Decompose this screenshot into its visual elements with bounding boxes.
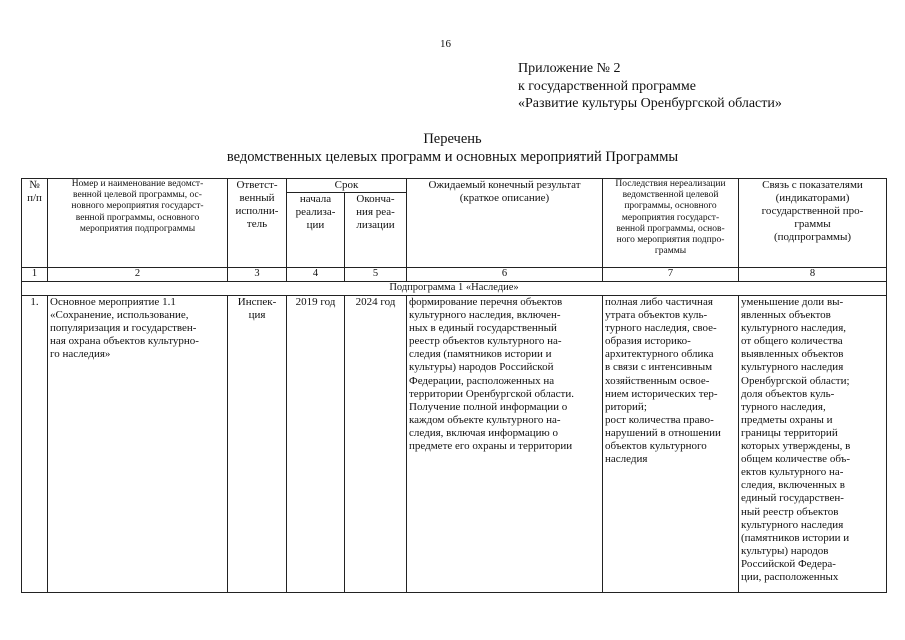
table-row (22, 296, 887, 593)
text-line: следия (памятников истории и (409, 348, 552, 361)
text-line: реестр объектов культурного на- (409, 335, 562, 348)
text-line: Номер и наименование ведомст- (71, 179, 204, 189)
text-line: ведомственной целевой (622, 190, 719, 201)
text-line: п/п (27, 192, 42, 204)
text-line: предметы охраны и (741, 413, 833, 426)
appendix-header (518, 60, 782, 113)
appendix-line: Приложение № 2 (518, 61, 621, 76)
text-line: венный (239, 192, 275, 204)
text-line: Инспек- (237, 296, 277, 308)
text-line: го наследия» (50, 348, 111, 361)
text-line: исполни- (235, 205, 279, 217)
text-line: нарушений в отношении (605, 426, 721, 439)
header-name (48, 179, 228, 268)
document-title: Перечень (423, 131, 482, 147)
text-line: ции (306, 219, 325, 231)
appendix-line: к государственной программе (518, 78, 696, 94)
text-line: венной программы, основного (75, 212, 200, 223)
header-row (22, 179, 887, 193)
text-line: выявленных объектов (741, 348, 844, 361)
text-line: культуры) народов Российской (409, 361, 554, 374)
column-number: 5 (345, 268, 407, 282)
header-result (407, 179, 603, 268)
text-line: единый государствен- (741, 492, 844, 505)
text-line: в связи с интенсивным (605, 361, 713, 374)
subprogram-title: Подпрограмма 1 «Наследие» (22, 282, 887, 296)
text-line: культурного наследия (741, 518, 844, 531)
text-line: Связь с показателями (762, 179, 863, 191)
text-line: ный реестр объектов (741, 505, 839, 518)
row-executor (228, 296, 287, 593)
header-term: Срок (287, 179, 407, 193)
header-link (739, 179, 887, 268)
text-line: архитектурного облика (605, 348, 714, 361)
text-line: новного мероприятия государст- (71, 201, 204, 212)
row-number: 1. (22, 296, 48, 593)
text-line: полная либо частичная (605, 296, 713, 308)
row-consequences (603, 296, 739, 593)
page-number: 16 (440, 38, 451, 50)
text-line: турного наследия, свое- (605, 322, 717, 335)
header-end (345, 193, 407, 268)
text-line: турного наследия, (741, 400, 826, 413)
text-line: венной программы, основ- (616, 223, 725, 234)
text-line: Ответст- (236, 179, 278, 191)
header-start (287, 193, 345, 268)
row-start: 2019 год (287, 296, 345, 593)
text-line: лизации (356, 219, 395, 231)
text-line: (индикаторами) (775, 192, 850, 204)
header-num (22, 179, 48, 268)
text-line: Федерации, расположенных на (409, 374, 555, 387)
text-line: Оконча- (356, 193, 395, 205)
text-line: Получение полной информации о (409, 400, 568, 413)
text-line: каждом объекте культурного на- (409, 413, 561, 426)
text-line: утрата объектов куль- (605, 309, 708, 322)
text-line: которых утверждены, в (741, 440, 851, 453)
column-number: 3 (228, 268, 287, 282)
row-end: 2024 год (345, 296, 407, 593)
text-line: мероприятия государст- (621, 212, 720, 223)
text-line: популяризация и государствен- (50, 322, 197, 335)
text-line: граммы (654, 246, 687, 257)
subprogram-row (22, 282, 887, 296)
column-number: 1 (22, 268, 48, 282)
row-link (739, 296, 887, 593)
text-line: ная охрана объектов культурно- (50, 335, 199, 348)
text-line: «Сохранение, использование, (50, 309, 189, 322)
text-line: следия, включая информацию о (409, 426, 558, 439)
text-line: объектов культурного (605, 440, 707, 453)
text-line: начала (299, 193, 332, 205)
text-line: государственной про- (761, 205, 864, 217)
row-result (407, 296, 603, 593)
text-line: Последствия нереализации (615, 179, 726, 189)
column-number: 6 (407, 268, 603, 282)
column-number: 2 (48, 268, 228, 282)
column-number: 8 (739, 268, 887, 282)
text-line: Основное мероприятие 1.1 (50, 296, 176, 308)
text-line: (памятников истории и (741, 531, 850, 544)
header-executor (228, 179, 287, 268)
text-line: Оренбургской области; (741, 374, 850, 387)
column-number: 4 (287, 268, 345, 282)
text-line: Российской Федера- (741, 557, 836, 570)
text-line: ния реа- (356, 206, 395, 218)
text-line: явленных объектов (741, 309, 831, 322)
text-line: предмете его охраны и территории (409, 440, 573, 453)
text-line: культурного наследия, (741, 322, 846, 335)
text-line: территории Оренбургской области. (409, 387, 574, 400)
text-line: № (29, 179, 40, 191)
text-line: хозяйственным освое- (605, 374, 710, 387)
text-line: ектов культурного на- (741, 466, 844, 479)
text-line: формирование перечня объектов (409, 296, 563, 308)
text-line: уменьшение доли вы- (741, 296, 844, 308)
text-line: культурного наследия (741, 361, 844, 374)
row-name (48, 296, 228, 593)
column-numbers-row (22, 268, 887, 282)
text-line: наследия (605, 453, 648, 466)
text-line: культуры) народов (741, 544, 829, 557)
document-subtitle: ведомственных целевых программ и основных мероприятий Программы (226, 149, 679, 165)
text-line: следия, включенных в (741, 479, 846, 492)
text-line: границы территорий (741, 426, 838, 439)
text-line: нием исторических тер- (605, 387, 718, 400)
text-line: ции, расположенных (741, 570, 839, 583)
text-line: от общего количества (741, 335, 843, 348)
header-consequences (603, 179, 739, 268)
text-line: реализа- (295, 206, 336, 218)
appendix-line: «Развитие культуры Оренбургской области» (518, 96, 782, 111)
text-line: (краткое описание) (459, 192, 550, 204)
programs-table (21, 178, 887, 593)
text-line: риторий; (605, 400, 647, 413)
text-line: мероприятия подпрограммы (79, 223, 196, 234)
text-line: доля объектов куль- (741, 387, 835, 400)
text-line: граммы (794, 218, 831, 230)
text-line: общем количестве объ- (741, 453, 850, 466)
text-line: ция (248, 309, 266, 322)
text-line: культурного наследия, включен- (409, 309, 561, 322)
text-line: (подпрограммы) (773, 231, 852, 243)
column-number: 7 (603, 268, 739, 282)
text-line: программы, основного (624, 201, 717, 212)
text-line: ного мероприятия подпро- (616, 235, 725, 246)
text-line: образия историко- (605, 335, 691, 348)
text-line: венной целевой программы, ос- (73, 190, 202, 201)
text-line: рост количества право- (605, 413, 714, 426)
text-line: Ожидаемый конечный результат (428, 179, 581, 191)
text-line: ных в единый государственный (409, 322, 557, 335)
text-line: тель (246, 218, 268, 230)
